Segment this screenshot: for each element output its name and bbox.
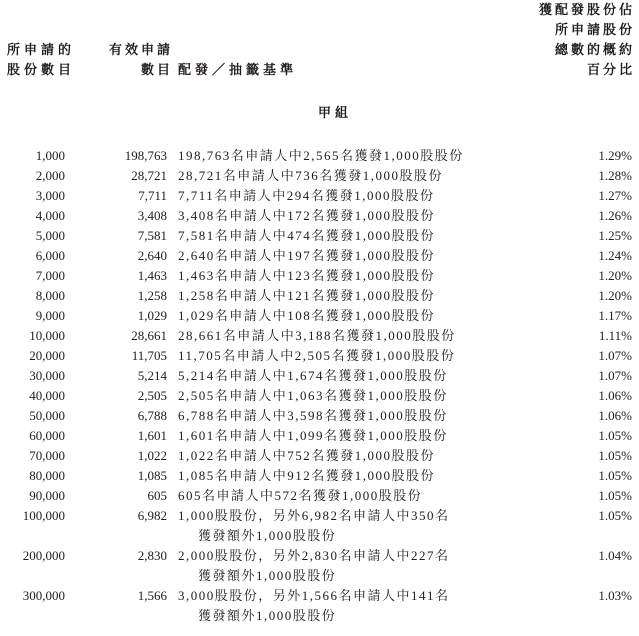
percent-cell: 1.29% [598, 148, 632, 163]
applied-shares-cell: 6,000 [35, 248, 65, 263]
applied-shares-cell: 3,000 [35, 188, 65, 203]
valid-applications-cell: 198,763 [124, 148, 167, 163]
header-percent-line-1: 獲配發股份佔 [538, 2, 635, 17]
group-a-label: 甲組 [317, 105, 352, 120]
percent-cell: 1.11% [598, 328, 632, 343]
applied-shares-cell: 10,000 [29, 328, 65, 343]
allotment-basis-line: 28,721名申請人中736名獲發1,000股股份 [178, 168, 444, 183]
table-row [0, 546, 639, 586]
table-row [0, 366, 639, 386]
allotment-basis-cell [167, 546, 567, 586]
percent-cell: 1.05% [598, 448, 632, 463]
allotment-basis-line: 7,711名申請人中294名獲發1,000股股份 [178, 188, 435, 203]
table-row [0, 446, 639, 466]
percent-cell: 1.03% [598, 588, 632, 603]
applied-shares-cell: 20,000 [29, 348, 65, 363]
table-row [0, 346, 639, 366]
allotment-basis-cell [167, 486, 567, 506]
table-row [0, 246, 639, 266]
percent-cell: 1.26% [598, 208, 632, 223]
allotment-basis-line: 1,022名申請人中752名獲發1,000股股份 [178, 448, 436, 463]
table-row [0, 466, 639, 486]
allotment-basis-line: 2,640名申請人中197名獲發1,000股股份 [178, 248, 436, 263]
allotment-basis-cell [167, 146, 567, 166]
table-row [0, 166, 639, 186]
allotment-basis-line: 1,258名申請人中121名獲發1,000股股份 [178, 288, 436, 303]
allotment-table-body [0, 146, 639, 626]
allotment-basis-line: 3,000股股份，另外1,566名申請人中141名 [178, 588, 450, 603]
table-row [0, 286, 639, 306]
allotment-basis-line: 1,085名申請人中912名獲發1,000股股份 [178, 468, 436, 483]
allotment-basis-line: 1,029名申請人中108名獲發1,000股股份 [178, 308, 436, 323]
allotment-basis-cell [167, 406, 567, 426]
valid-applications-cell: 1,463 [137, 268, 167, 283]
applied-shares-cell: 200,000 [22, 548, 65, 563]
applied-shares-cell: 30,000 [29, 368, 65, 383]
applied-shares-cell: 50,000 [29, 408, 65, 423]
percent-cell: 1.17% [598, 308, 632, 323]
percent-cell: 1.07% [598, 368, 632, 383]
allotment-basis-cell [167, 346, 567, 366]
allotment-basis-cell [167, 306, 567, 326]
valid-applications-cell: 605 [147, 488, 167, 503]
allotment-basis-cell [167, 206, 567, 226]
allotment-basis-line: 6,788名申請人中3,598名獲發1,000股股份 [178, 408, 448, 423]
valid-applications-cell: 2,505 [137, 388, 167, 403]
allotment-basis-cell [167, 426, 567, 446]
valid-applications-cell: 5,214 [137, 368, 167, 383]
header-applied-line-2: 股份數目 [7, 62, 76, 77]
applied-shares-cell: 4,000 [35, 208, 65, 223]
allotment-basis-cell [167, 386, 567, 406]
valid-applications-cell: 1,601 [137, 428, 167, 443]
percent-cell: 1.28% [598, 168, 632, 183]
allotment-basis-cell [167, 226, 567, 246]
header-valid-line-1: 有效申請 [108, 42, 173, 57]
table-row [0, 206, 639, 226]
valid-applications-cell: 28,721 [131, 168, 167, 183]
allotment-basis-cell [167, 286, 567, 306]
valid-applications-cell: 1,022 [137, 448, 167, 463]
valid-applications-cell: 1,085 [137, 468, 167, 483]
header-percent-line-4: 百分比 [586, 62, 635, 77]
allotment-basis-line: 2,505名申請人中1,063名獲發1,000股股份 [178, 388, 448, 403]
allotment-basis-line: 7,581名申請人中474名獲發1,000股股份 [178, 228, 436, 243]
header-applied-line-1: 所申請的 [7, 42, 76, 57]
allotment-basis-line: 11,705名申請人中2,505名獲發1,000股股份 [178, 348, 456, 363]
allotment-basis-cell [167, 186, 567, 206]
allotment-basis-line: 198,763名申請人中2,565名獲發1,000股股份 [178, 148, 464, 163]
table-row [0, 586, 639, 626]
applied-shares-cell: 8,000 [35, 288, 65, 303]
applied-shares-cell: 70,000 [29, 448, 65, 463]
table-row [0, 306, 639, 326]
applied-shares-cell: 7,000 [35, 268, 65, 283]
valid-applications-cell: 7,711 [138, 188, 167, 203]
valid-applications-cell: 1,029 [137, 308, 167, 323]
valid-applications-cell: 6,788 [137, 408, 167, 423]
allotment-basis-cell [167, 586, 567, 626]
header-basis-column: 配發／抽籤基準 [178, 62, 298, 77]
percent-cell: 1.05% [598, 508, 632, 523]
applied-shares-cell: 9,000 [35, 308, 65, 323]
applied-shares-cell: 1,000 [35, 148, 65, 163]
table-row [0, 406, 639, 426]
allotment-basis-line: 605名申請人中572名獲發1,000股股份 [178, 488, 423, 503]
allotment-basis-line: 3,408名申請人中172名獲發1,000股股份 [178, 208, 436, 223]
applied-shares-cell: 90,000 [29, 488, 65, 503]
percent-cell: 1.06% [598, 408, 632, 423]
applied-shares-cell: 5,000 [35, 228, 65, 243]
allotment-basis-line: 28,661名申請人中3,188名獲發1,000股股份 [178, 328, 456, 343]
header-percent-line-2: 所申請股份 [554, 22, 635, 37]
valid-applications-cell: 6,982 [137, 508, 167, 523]
header-valid-line-2: 數目 [140, 62, 173, 77]
allotment-basis-cell [167, 166, 567, 186]
allotment-basis-line: 1,463名申請人中123名獲發1,000股股份 [178, 268, 436, 283]
allotment-basis-cell [167, 446, 567, 466]
table-row [0, 486, 639, 506]
allotment-basis-line: 1,000股股份，另外6,982名申請人中350名 [178, 508, 450, 523]
table-row [0, 326, 639, 346]
table-row [0, 146, 639, 166]
table-row [0, 506, 639, 546]
header-percent-line-3: 總數的概約 [554, 42, 635, 57]
percent-cell: 1.24% [598, 248, 632, 263]
allotment-basis-line: 獲發額外1,000股股份 [198, 608, 337, 623]
valid-applications-cell: 28,661 [131, 328, 167, 343]
percent-cell: 1.05% [598, 488, 632, 503]
percent-cell: 1.27% [598, 188, 632, 203]
applied-shares-cell: 2,000 [35, 168, 65, 183]
percent-cell: 1.25% [598, 228, 632, 243]
applied-shares-cell: 40,000 [29, 388, 65, 403]
percent-cell: 1.07% [598, 348, 632, 363]
allotment-basis-cell [167, 246, 567, 266]
table-row [0, 426, 639, 446]
table-row [0, 226, 639, 246]
percent-cell: 1.20% [598, 268, 632, 283]
header-applied-shares-column [7, 40, 76, 80]
header-percent-column [538, 0, 635, 80]
percent-cell: 1.05% [598, 468, 632, 483]
allotment-basis-line: 獲發額外1,000股股份 [198, 528, 337, 543]
allotment-basis-line: 2,000股股份，另外2,830名申請人中227名 [178, 548, 450, 563]
percent-cell: 1.04% [598, 548, 632, 563]
applied-shares-cell: 60,000 [29, 428, 65, 443]
table-row [0, 186, 639, 206]
allotment-basis-cell [167, 506, 567, 546]
valid-applications-cell: 2,640 [137, 248, 167, 263]
percent-cell: 1.06% [598, 388, 632, 403]
percent-cell: 1.05% [598, 428, 632, 443]
allotment-basis-line: 1,601名申請人中1,099名獲發1,000股股份 [178, 428, 448, 443]
valid-applications-cell: 11,705 [131, 348, 167, 363]
valid-applications-cell: 7,581 [137, 228, 167, 243]
applied-shares-cell: 80,000 [29, 468, 65, 483]
allotment-basis-line: 5,214名申請人中1,674名獲發1,000股股份 [178, 368, 448, 383]
allotment-basis-cell [167, 266, 567, 286]
allotment-basis-cell [167, 326, 567, 346]
valid-applications-cell: 1,566 [137, 588, 167, 603]
valid-applications-cell: 3,408 [137, 208, 167, 223]
applied-shares-cell: 100,000 [22, 508, 65, 523]
allotment-basis-cell [167, 366, 567, 386]
valid-applications-cell: 1,258 [137, 288, 167, 303]
allotment-basis-line: 獲發額外1,000股股份 [198, 568, 337, 583]
table-row [0, 266, 639, 286]
table-row [0, 386, 639, 406]
header-valid-applications-column [100, 40, 173, 80]
applied-shares-cell: 300,000 [22, 588, 65, 603]
valid-applications-cell: 2,830 [137, 548, 167, 563]
percent-cell: 1.20% [598, 288, 632, 303]
allotment-basis-cell [167, 466, 567, 486]
